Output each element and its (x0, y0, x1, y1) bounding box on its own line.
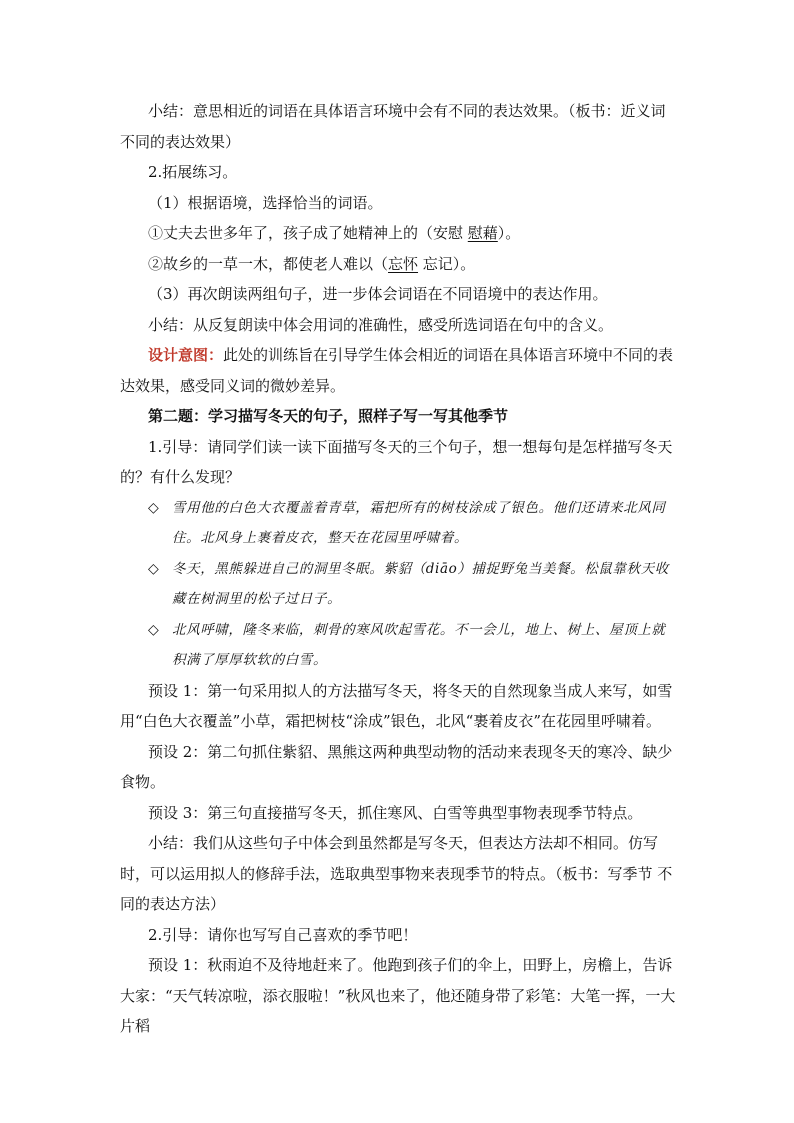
exercise-question-1 (120, 218, 676, 249)
summary-paragraph-1 (120, 96, 676, 157)
exercise-title: 2.拓展练习。 (148, 163, 238, 181)
summary-paragraph-3 (120, 828, 676, 920)
diamond-bullet-icon: ◇ (148, 560, 160, 577)
underlined-answer: 慰藉 (467, 224, 498, 242)
summary-text: 意思相近的词语在具体语言环境中会有不同的表达效果。（板书：近义词 不同的表达效果） (120, 102, 666, 151)
design-intent-paragraph (120, 340, 676, 401)
guide-paragraph-1: 1.引导：请同学们读一读下面描写冬天的三个句子，想一想每句是怎样描写冬天的？有什么发现？ (120, 437, 673, 486)
example-sentence-2 (120, 554, 676, 615)
summary-paragraph-2 (120, 310, 676, 341)
preset-paragraph-3: 预设 3：第三句直接描写冬天，抓住寒风、白雪等典型事物表现季节特点。 (148, 803, 643, 822)
summary-prefix: 小结： (148, 315, 194, 334)
example-sentence-text: 冬天，黑熊躲进自己的洞里冬眠。紫貂（diāo）捕捉野兔当美餐。松鼠靠秋天收藏在树洞里的松子过日子。 (172, 560, 669, 607)
design-intent-label: 设计意图： (148, 346, 224, 364)
exercise-question-2 (120, 249, 676, 280)
lesson-content (120, 96, 676, 1042)
question-text: ①丈夫去世多年了，孩子成了她精神上的（安慰 (148, 224, 468, 242)
preset-paragraph-last: 预设 1：秋雨迫不及待地赶来了。他跑到孩子们的伞上，田野上，房檐上，告诉大家：“天气转凉啦，添衣服啦！”秋风也来了，他还随身带了彩笔：大笔一挥，一大片稻 (120, 956, 676, 1035)
question-text: ）。 (497, 224, 521, 242)
preset-paragraph-1: 预设 1：第一句采用拟人的方法描写冬天，将冬天的自然现象当成人来写，如雪用“白色大衣覆盖”小草，霜把树枝“涂成”银色，北风“裹着皮衣”在花园里呼啸着。 (120, 681, 673, 730)
exercise-item-3: （3）再次朗读两组句子，进一步体会词语在不同语境中的表达作用。 (148, 285, 608, 303)
diamond-bullet-icon: ◇ (148, 499, 160, 516)
summary-text: 我们从这些句子中体会到虽然都是写冬天，但表达方法却不相同。仿写时，可以运用拟人的修辞手法，选取典型事物来表现季节的特点。（板书：写季节 不同的表达方法） (120, 834, 673, 913)
example-sentence-text: 雪用他的白色大衣覆盖着青草，霜把所有的树枝涂成了银色。他们还请来北风同住。北风身上裹着皮衣，整天在花园里呼啸着。 (172, 499, 666, 546)
example-sentence-1 (120, 493, 676, 554)
summary-text: 从反复朗读中体会用词的准确性，感受所选词语在句中的含义。 (193, 315, 614, 334)
diamond-bullet-icon: ◇ (148, 621, 160, 638)
summary-prefix: 小结： (148, 834, 194, 852)
underlined-answer: 忘怀 (388, 254, 419, 273)
question-text: ②故乡的一草一木，都使老人难以（ (148, 254, 389, 273)
topic-2-heading: 第二题：学习描写冬天的句子，照样子写一写其他季节 (148, 407, 509, 425)
summary-prefix: 小结： (148, 102, 194, 120)
example-sentence-text: 北风呼啸，隆冬来临，刺骨的寒风吹起雪花。不一会儿，地上、树上、屋顶上就积满了厚厚软软的白雪。 (172, 621, 666, 668)
guide-paragraph-2: 2.引导：请你也写写自己喜欢的季节吧！ (148, 925, 418, 944)
example-sentence-3 (120, 615, 676, 676)
exercise-item-1: （1）根据语境，选择恰当的词语。 (148, 193, 383, 212)
preset-paragraph-2: 预设 2：第二句抓住紫貂、黑熊这两种典型动物的活动来表现冬天的寒冷、缺少食物。 (120, 742, 673, 791)
question-text: 忘记）。 (418, 254, 476, 273)
design-intent-text: 此处的训练旨在引导学生体会相近的词语在具体语言环境中不同的表达效果，感受同义词的微妙差异。 (120, 346, 674, 395)
